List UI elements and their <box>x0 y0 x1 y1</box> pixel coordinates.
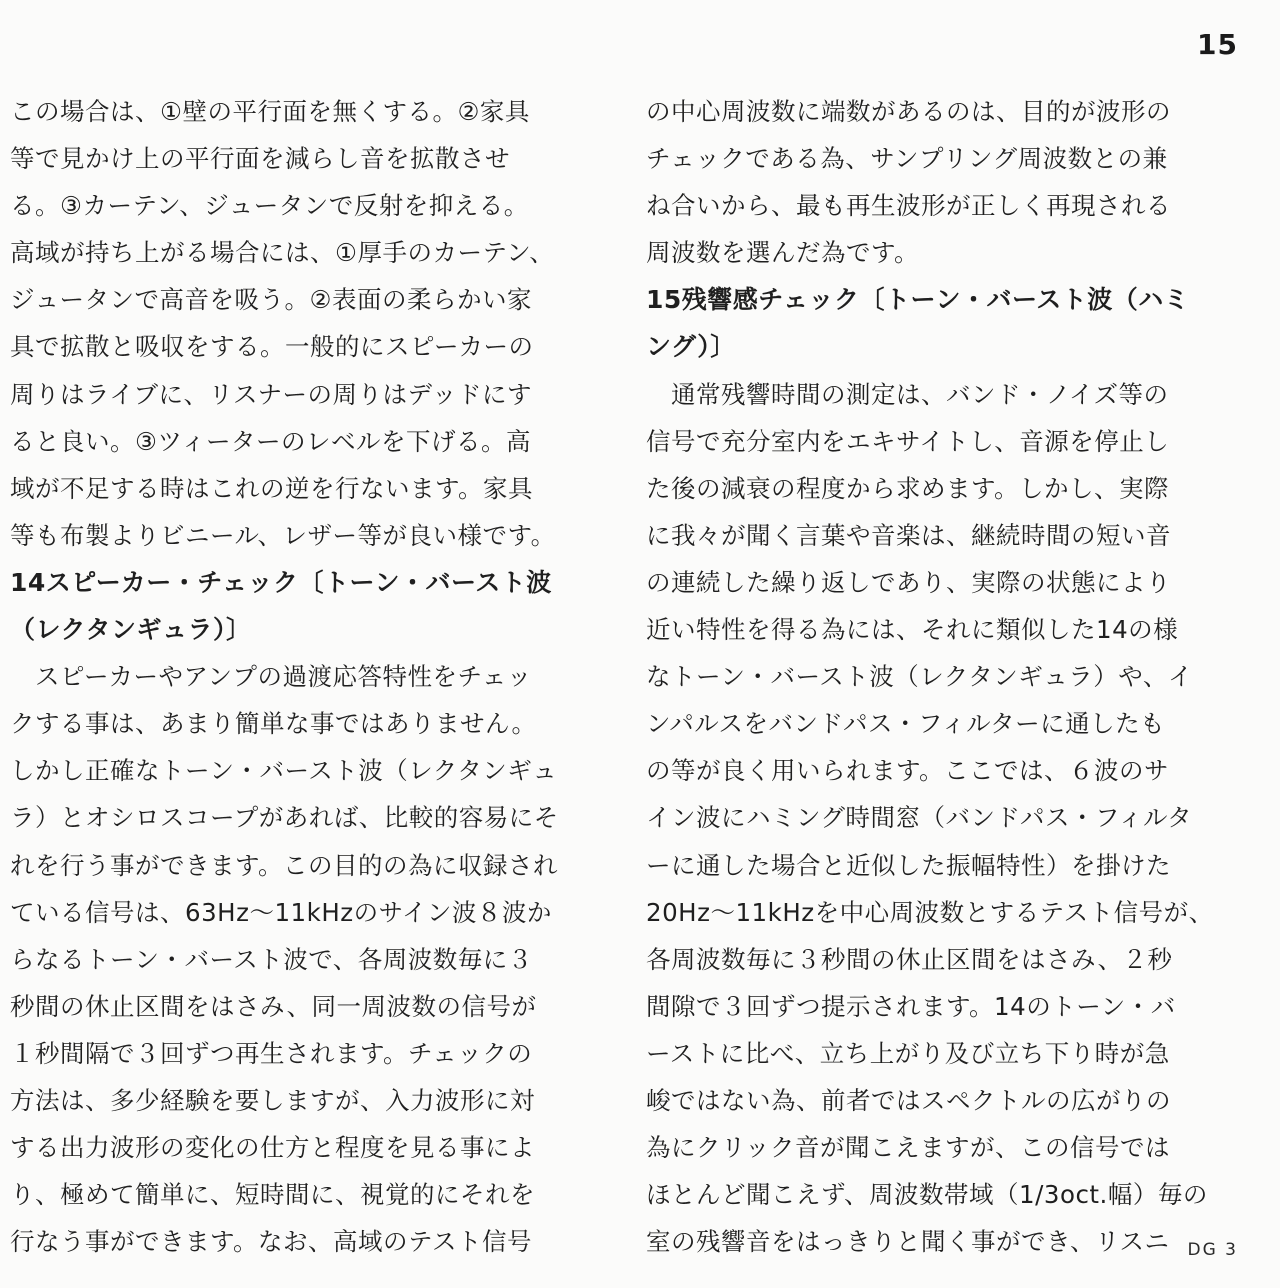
text-line: ラ）とオシロスコープがあれば、比較的容易にそ <box>10 803 559 833</box>
text-line: チェックである為、サンプリング周波数との兼 <box>646 144 1168 174</box>
text-line: 具で拡散と吸収をする。一般的にスピーカーの <box>10 332 534 362</box>
text-line: ンパルスをバンドパス・フィルターに通したも <box>646 709 1166 739</box>
section-heading-15-cont: ング）〕 <box>646 332 736 362</box>
text-line: イン波にハミング時間窓（バンドパス・フィルタ <box>646 803 1193 833</box>
text-line: ーストに比べ、立ち上がり及び立ち下り時が急 <box>646 1038 1170 1068</box>
text-line: ね合いから、最も再生波形が正しく再現される <box>646 191 1171 221</box>
text-line: ている信号は、63Hz～11kHzのサイン波８波か <box>10 897 552 927</box>
text-line: ジュータンで高音を吸う。②表面の柔らかい家 <box>10 285 532 315</box>
right-text-column <box>646 88 1236 1265</box>
text-line: この場合は、①壁の平行面を無くする。②家具 <box>10 97 530 126</box>
text-line: 等も布製よりビニール、レザー等が良い様です。 <box>10 520 556 550</box>
text-line: 信号で充分室内をエキサイトし、音源を停止し <box>646 426 1170 456</box>
text-line: ほとんど聞こえず、周波数帯域（1/3oct.幅）毎の <box>646 1180 1208 1210</box>
text-line: 室の残響音をはっきりと聞く事ができ、リスニ <box>646 1227 1170 1257</box>
text-line: た後の減衰の程度から求めます。しかし、実際 <box>646 473 1170 503</box>
text-line: クする事は、あまり簡単な事ではありません。 <box>10 709 537 739</box>
text-line: 周りはライブに、リスナーの周りはデッドにす <box>10 379 533 409</box>
text-line: しかし正確なトーン・バースト波（レクタンギュ <box>10 756 558 786</box>
text-line: ーに通した場合と近似した振幅特性）を掛けた <box>646 850 1171 880</box>
text-line: の等が良く用いられます。ここでは、６波のサ <box>646 756 1170 786</box>
text-line: れを行う事ができます。この目的の為に収録され <box>10 850 559 880</box>
text-line: の連続した繰り返しであり、実際の状態により <box>646 567 1171 597</box>
left-text-column <box>10 88 600 1265</box>
text-line: 行なう事ができます。なお、高域のテスト信号 <box>10 1227 533 1257</box>
text-line: らなるトーン・バースト波で、各周波数毎に３ <box>10 944 533 974</box>
text-line: に我々が聞く言葉や音楽は、継続時間の短い音 <box>646 520 1171 550</box>
footer-code: DG 3 <box>1187 1240 1238 1260</box>
text-line: 方法は、多少経験を要しますが、入力波形に対 <box>10 1085 535 1115</box>
text-line: 峻ではない為、前者ではスペクトルの広がりの <box>646 1085 1171 1115</box>
text-line: する出力波形の変化の仕方と程度を見る事によ <box>10 1133 535 1163</box>
section-heading-15: 15残響感チェック〔トーン・バースト波（ハミ <box>646 285 1190 315</box>
text-line: 周波数を選んだ為です。 <box>646 238 920 268</box>
text-line: 各周波数毎に３秒間の休止区間をはさみ、２秒 <box>646 944 1173 974</box>
section-heading-14: 14スピーカー・チェック〔トーン・バースト波 <box>10 567 552 597</box>
text-line: り、極めて簡単に、短時間に、視覚的にそれを <box>10 1180 535 1210</box>
text-line: 域が不足する時はこれの逆を行ないます。家具 <box>10 473 534 503</box>
text-line: 為にクリック音が聞こえますが、この信号では <box>646 1133 1171 1163</box>
text-line: なトーン・バースト波（レクタンギュラ）や、イ <box>646 662 1193 692</box>
text-line: 高域が持ち上がる場合には、①厚手のカーテン、 <box>10 238 555 268</box>
text-line: る。③カーテン、ジュータンで反射を抑える。 <box>10 191 529 221</box>
section-heading-14-cont: （レクタンギュラ）〕 <box>10 615 252 645</box>
text-line: 近い特性を得る為には、それに類似した14の様 <box>646 615 1179 645</box>
text-line: 等で見かけ上の平行面を減らし音を拡散させ <box>10 144 510 174</box>
text-line: 20Hz～11kHzを中心周波数とするテスト信号が、 <box>646 897 1214 927</box>
text-line: 通常残響時間の測定は、バンド・ノイズ等の <box>646 379 1169 409</box>
text-line: スピーカーやアンプの過渡応答特性をチェッ <box>10 662 532 692</box>
text-line: 間隙で３回ずつ提示されます。14のトーン・バ <box>646 991 1176 1021</box>
text-line: １秒間隔で３回ずつ再生されます。チェックの <box>10 1038 533 1068</box>
text-line: 秒間の休止区間をはさみ、同一周波数の信号が <box>10 991 537 1021</box>
text-line: の中心周波数に端数があるのは、目的が波形の <box>646 97 1171 126</box>
page-number: 15 <box>1197 28 1238 61</box>
text-line: ると良い。③ツィーターのレベルを下げる。高 <box>10 426 531 456</box>
